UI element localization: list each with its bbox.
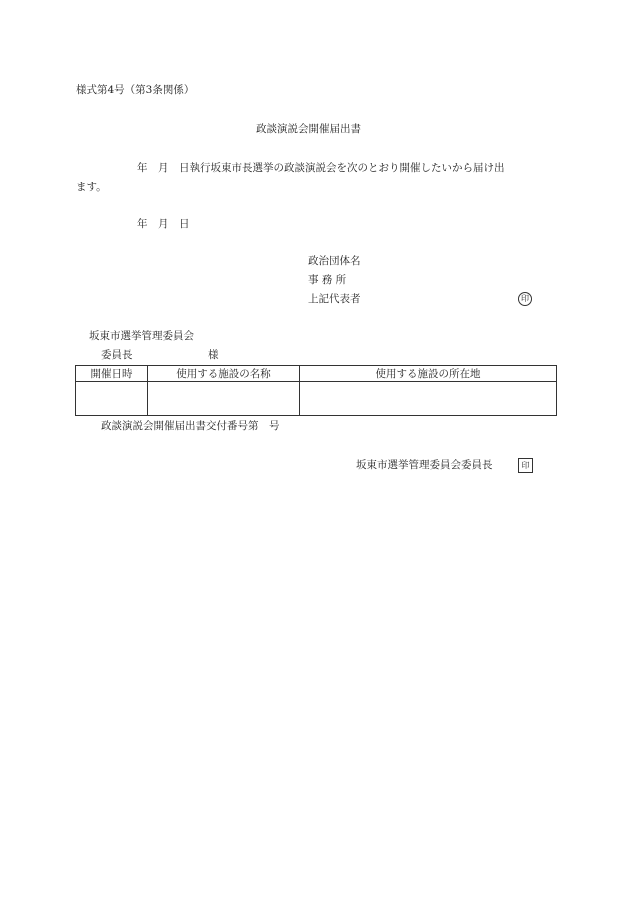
office-label: 事 務 所 (308, 274, 347, 286)
facilities-table (75, 365, 557, 416)
header-facility-address: 使用する施設の所在地 (300, 366, 557, 382)
body-line-2: ます。 (76, 181, 107, 193)
document-title: 政談演説会開催届出書 (256, 123, 361, 135)
addressee-committee: 坂東市選挙管理委員会 (89, 330, 194, 342)
table-header-row (76, 366, 557, 382)
header-date-time: 開催日時 (76, 366, 148, 382)
representative-label: 上記代表者 (308, 293, 361, 305)
header-facility-name: 使用する施設の名称 (148, 366, 300, 382)
addressee-chair: 委員長 (101, 349, 133, 361)
body-line-1: 年 月 日執行坂東市長選挙の政談演説会を次のとおり開催したいから届け出 (137, 162, 505, 174)
cell-facility-address[interactable] (300, 382, 557, 416)
form-number: 様式第4号（第3条関係） (76, 84, 195, 96)
date-line: 年 月 日 (137, 218, 190, 230)
issuer-label: 坂東市選挙管理委員会委員長 (356, 459, 493, 471)
seal-mark: 印 (518, 458, 533, 473)
seal-mark: 印 (518, 292, 532, 306)
org-name-label: 政治団体名 (308, 255, 361, 267)
representative-seal (518, 292, 532, 306)
cell-date-time[interactable] (76, 382, 148, 416)
cell-facility-name[interactable] (148, 382, 300, 416)
addressee-honorific: 様 (208, 349, 219, 361)
table-row (76, 382, 557, 416)
issue-number-line: 政談演説会開催届出書交付番号第 号 (101, 420, 280, 432)
issuer-seal (518, 458, 533, 473)
